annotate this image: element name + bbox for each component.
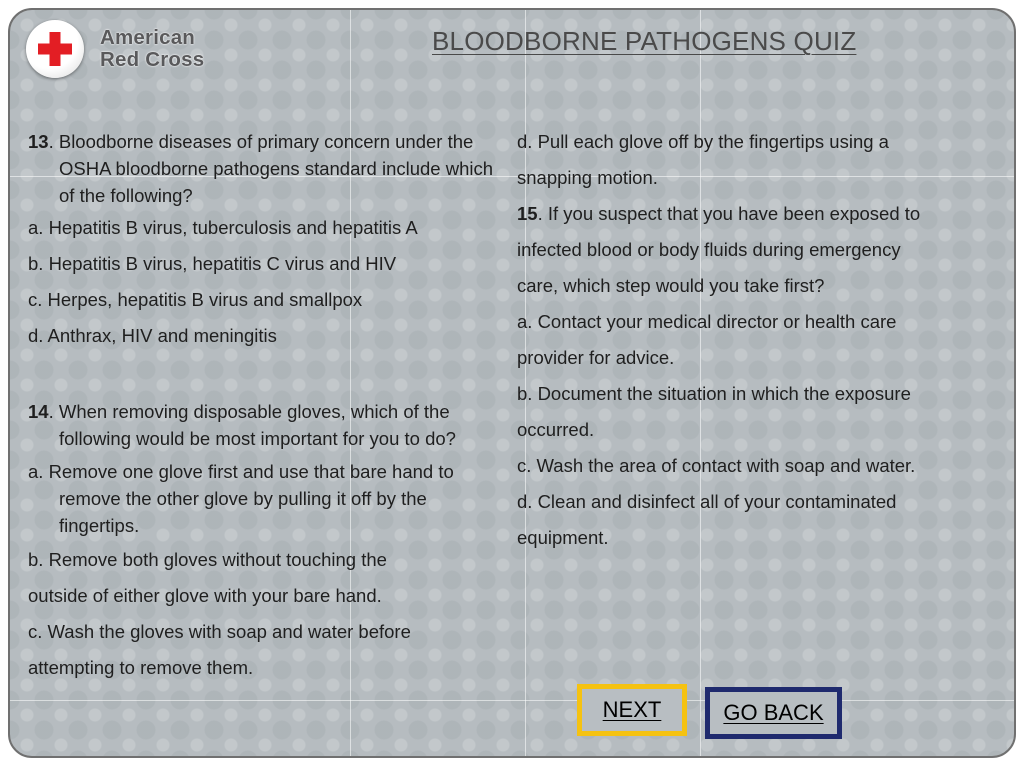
- q14-option-c-line-2: attempting to remove them.: [28, 657, 254, 678]
- q15-option-a-line-1: a. Contact your medical director or health care: [517, 311, 897, 332]
- q15-option-b-line-1: b. Document the situation in which the exposure: [517, 383, 911, 404]
- question-13-number: 13: [28, 131, 49, 152]
- question-15-line-1: [517, 196, 977, 232]
- go-back-button-label: GO BACK: [723, 700, 824, 725]
- q14-option-b-line-2: outside of either glove with your bare hand.: [28, 585, 382, 606]
- q13-option-d: d. Anthrax, HIV and meningitis: [28, 325, 277, 346]
- question-15-text: . If you suspect that you have been exposed to: [537, 203, 921, 224]
- logo-line-1: American: [100, 26, 196, 49]
- question-15-number: 15: [517, 203, 538, 224]
- question-14-text: . When removing disposable gloves, which of the following would be most important for you to do?: [48, 401, 456, 449]
- q13-option-a: a. Hepatitis B virus, tuberculosis and hepatitis A: [28, 217, 418, 238]
- q15-option-d-line-1: d. Clean and disinfect all of your contaminated: [517, 491, 897, 512]
- q14-option-c-line-1: c. Wash the gloves with soap and water before: [28, 621, 411, 642]
- question-15-line-2: infected blood or body fluids during emergency: [517, 239, 901, 260]
- spacer: [28, 354, 510, 390]
- question-13: [28, 128, 510, 209]
- page-title: BLOODBORNE PATHOGENS QUIZ: [432, 26, 857, 56]
- logo-wordmark: [100, 27, 204, 71]
- q14-option-b-line-1: b. Remove both gloves without touching the: [28, 549, 387, 570]
- question-14-number: 14: [28, 401, 49, 422]
- grid-line: [10, 700, 1014, 701]
- right-column: [517, 128, 977, 556]
- q15-option-a-line-2: provider for advice.: [517, 347, 675, 368]
- q14-option-d-line-1: d. Pull each glove off by the fingertips using a: [517, 131, 889, 152]
- american-red-cross-logo: [24, 18, 224, 88]
- q14-option-d-line-2: snapping motion.: [517, 167, 658, 188]
- q15-option-b-line-2: occurred.: [517, 419, 595, 440]
- q15-option-c: c. Wash the area of contact with soap and water.: [517, 455, 916, 476]
- next-button-label: NEXT: [602, 697, 662, 722]
- q13-option-c: c. Herpes, hepatitis B virus and smallpox: [28, 289, 363, 310]
- q15-option-d-line-2: equipment.: [517, 527, 609, 548]
- left-column: [28, 128, 510, 686]
- question-15-line-3: care, which step would you take first?: [517, 275, 825, 296]
- red-cross-icon: [38, 32, 72, 66]
- question-13-text: . Bloodborne diseases of primary concern under the OSHA bloodborne pathogens standard include which of the following?: [48, 131, 494, 206]
- go-back-button[interactable]: [705, 687, 842, 739]
- question-14: [28, 398, 510, 452]
- logo-line-2: Red Cross: [100, 48, 205, 71]
- red-cross-badge: [26, 20, 84, 78]
- q13-option-b: b. Hepatitis B virus, hepatitis C virus and HIV: [28, 253, 397, 274]
- q14-option-a: a. Remove one glove first and use that bare hand to remove the other glove by pulling it off by the fingertips.: [28, 461, 454, 536]
- next-button[interactable]: [577, 684, 687, 736]
